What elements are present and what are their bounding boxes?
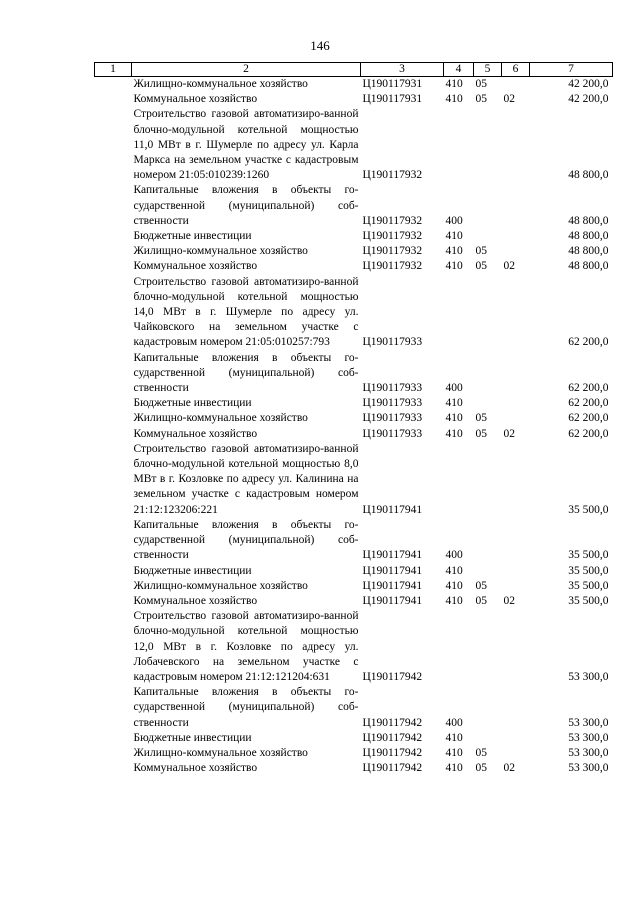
row-name: Коммунальное хозяйство <box>133 93 258 106</box>
empty-cell <box>95 731 132 746</box>
row-amount: 35 500,0 <box>568 579 609 592</box>
row-expense-type <box>444 275 474 351</box>
row-expense-type: 410 <box>445 746 463 759</box>
row-expense-type: 410 <box>445 412 463 425</box>
row-section <box>474 609 502 685</box>
table-row <box>95 229 613 244</box>
row-subsection <box>502 746 530 761</box>
row-subsection <box>502 275 530 351</box>
row-subsection <box>502 244 530 259</box>
row-expense-type <box>444 107 474 183</box>
row-section: 05 <box>475 93 487 106</box>
row-name: Капитальные вложения в объекты го-сударственной (муниципальной) соб-ственности <box>133 518 359 562</box>
row-name: Жилищно-коммунальное хозяйство <box>133 579 308 592</box>
row-subsection <box>502 396 530 411</box>
row-amount: 48 800,0 <box>568 245 609 258</box>
empty-cell <box>95 427 132 442</box>
row-expense-type: 410 <box>445 564 463 577</box>
table-row <box>95 107 613 183</box>
row-subsection: 02 <box>503 762 515 775</box>
row-expense-type: 410 <box>445 245 463 258</box>
table-row <box>95 609 613 685</box>
empty-cell <box>95 275 132 351</box>
row-amount: 53 300,0 <box>568 762 609 775</box>
table-row <box>95 411 613 426</box>
row-subsection <box>502 411 530 426</box>
row-section: 05 <box>475 412 487 425</box>
row-name: Бюджетные инвестиции <box>133 230 252 243</box>
table-row <box>95 183 613 229</box>
empty-cell <box>95 183 132 229</box>
row-amount: 35 500,0 <box>568 503 609 516</box>
row-subsection <box>502 107 530 183</box>
table-row <box>95 746 613 761</box>
empty-cell <box>95 259 132 274</box>
row-name: Строительство газовой автоматизиро-ванной блочно-модульной котельной мощностью 8,0 МВт в г. Козловке по адресу ул. Калинина на земельном участке с кадастровым номером 21:12:123206:221 <box>133 442 359 516</box>
row-code: Ц190117931 <box>362 93 423 106</box>
empty-cell <box>95 77 132 93</box>
table-row <box>95 685 613 731</box>
row-subsection: 02 <box>503 93 515 106</box>
row-code: Ц190117942 <box>362 762 423 775</box>
row-expense-type: 410 <box>445 762 463 775</box>
row-expense-type: 410 <box>445 260 463 273</box>
row-expense-type: 410 <box>445 594 463 607</box>
row-subsection <box>502 77 530 93</box>
row-section <box>474 685 502 731</box>
row-amount: 53 300,0 <box>568 746 609 759</box>
row-name: Коммунальное хозяйство <box>133 427 258 440</box>
row-amount: 62 200,0 <box>568 427 609 440</box>
row-expense-type <box>444 442 474 518</box>
row-subsection <box>502 442 530 518</box>
row-code: Ц190117933 <box>362 382 423 395</box>
header-cell: 1 <box>95 63 132 77</box>
row-code: Ц190117931 <box>362 78 423 90</box>
row-expense-type: 400 <box>445 549 463 562</box>
row-code: Ц190117932 <box>362 214 423 227</box>
row-amount: 53 300,0 <box>568 670 609 683</box>
row-name: Жилищно-коммунальное хозяйство <box>133 78 308 90</box>
empty-cell <box>95 229 132 244</box>
row-expense-type: 410 <box>445 427 463 440</box>
table-row <box>95 92 613 107</box>
empty-cell <box>95 579 132 594</box>
row-code: Ц190117941 <box>362 579 423 592</box>
row-subsection <box>502 518 530 564</box>
row-expense-type: 400 <box>445 382 463 395</box>
row-code: Ц190117932 <box>362 230 423 243</box>
row-name: Строительство газовой автоматизиро-ванной блочно-модульной котельной мощностью 12,0 МВт в г. Козловке по адресу ул. Лобачевского на земельном участке с кадастровым номером 21:12:121204:631 <box>133 610 359 683</box>
row-code: Ц190117942 <box>362 716 423 729</box>
page-number: 146 <box>310 38 330 53</box>
empty-cell <box>95 564 132 579</box>
table-row <box>95 427 613 442</box>
row-name: Жилищно-коммунальное хозяйство <box>133 245 308 258</box>
row-name: Капитальные вложения в объекты го-сударственной (муниципальной) соб-ственности <box>133 351 359 395</box>
row-code: Ц190117941 <box>362 564 423 577</box>
row-amount: 53 300,0 <box>568 716 609 729</box>
empty-cell <box>95 685 132 731</box>
row-amount: 62 200,0 <box>568 336 609 349</box>
row-code: Ц190117942 <box>362 670 423 683</box>
row-amount: 53 300,0 <box>568 731 609 744</box>
empty-cell <box>95 594 132 609</box>
row-section <box>474 275 502 351</box>
row-amount: 62 200,0 <box>568 412 609 425</box>
header-cell: 4 <box>444 63 474 77</box>
row-code: Ц190117942 <box>362 731 423 744</box>
row-subsection: 02 <box>503 260 515 273</box>
row-code: Ц190117933 <box>362 336 423 349</box>
row-name: Капитальные вложения в объекты го-сударственной (муниципальной) соб-ственности <box>133 686 359 729</box>
row-name: Строительство газовой автоматизиро-ванной блочно-модульной котельной мощностью 11,0 МВт в г. Шумерле по адресу ул. Карла Маркса на земельном участке с кадастровым номером 21:05:010239:1260 <box>133 108 359 182</box>
row-section: 05 <box>475 260 487 273</box>
row-amount: 35 500,0 <box>568 564 609 577</box>
row-name: Коммунальное хозяйство <box>133 762 258 775</box>
row-name: Капитальные вложения в объекты го-сударственной (муниципальной) соб-ственности <box>133 184 359 227</box>
row-expense-type: 410 <box>445 78 463 90</box>
row-amount: 42 200,0 <box>568 93 609 106</box>
table-row <box>95 351 613 397</box>
row-code: Ц190117933 <box>362 397 423 410</box>
row-expense-type: 410 <box>445 397 463 410</box>
row-subsection <box>502 229 530 244</box>
table-row <box>95 579 613 594</box>
row-expense-type: 410 <box>445 93 463 106</box>
empty-cell <box>95 396 132 411</box>
empty-cell <box>95 411 132 426</box>
row-section <box>474 107 502 183</box>
row-amount: 62 200,0 <box>568 382 609 395</box>
row-name: Жилищно-коммунальное хозяйство <box>133 412 308 425</box>
row-section: 05 <box>475 594 487 607</box>
row-name: Бюджетные инвестиции <box>133 397 252 410</box>
row-name: Бюджетные инвестиции <box>133 731 252 744</box>
table-row <box>95 244 613 259</box>
table-row <box>95 396 613 411</box>
row-section: 05 <box>475 78 487 90</box>
row-subsection <box>502 685 530 731</box>
row-subsection <box>502 564 530 579</box>
header-cell: 3 <box>361 63 444 77</box>
row-amount: 48 800,0 <box>568 230 609 243</box>
row-section <box>474 731 502 746</box>
header-cell: 7 <box>530 63 613 77</box>
table-row <box>95 77 613 93</box>
row-section: 05 <box>475 746 487 759</box>
empty-cell <box>95 746 132 761</box>
table-header <box>95 63 613 77</box>
row-section <box>474 351 502 397</box>
row-name: Жилищно-коммунальное хозяйство <box>133 746 308 759</box>
row-expense-type: 410 <box>445 731 463 744</box>
table-row <box>95 259 613 274</box>
table-row <box>95 594 613 609</box>
table-body <box>95 77 613 777</box>
header-cell: 2 <box>132 63 361 77</box>
row-expense-type: 410 <box>445 230 463 243</box>
row-section <box>474 442 502 518</box>
budget-table <box>94 62 613 776</box>
row-amount: 48 800,0 <box>568 214 609 227</box>
row-code: Ц190117932 <box>362 169 423 182</box>
row-subsection: 02 <box>503 594 515 607</box>
row-subsection <box>502 731 530 746</box>
row-name: Строительство газовой автоматизиро-ванной блочно-модульной котельной мощностью 14,0 МВт в г. Шумерле по адресу ул. Чайковского на земельном участке с кадастровым номером 21:05:010257:793 <box>133 275 359 349</box>
empty-cell <box>95 244 132 259</box>
row-code: Ц190117942 <box>362 746 423 759</box>
row-subsection <box>502 579 530 594</box>
empty-cell <box>95 609 132 685</box>
empty-cell <box>95 442 132 518</box>
row-section: 05 <box>475 579 487 592</box>
row-section: 05 <box>475 427 487 440</box>
row-amount: 48 800,0 <box>568 169 609 182</box>
row-expense-type: 400 <box>445 716 463 729</box>
row-section: 05 <box>475 245 487 258</box>
row-code: Ц190117933 <box>362 427 423 440</box>
row-section <box>474 564 502 579</box>
header-cell: 6 <box>502 63 530 77</box>
row-code: Ц190117932 <box>362 245 423 258</box>
empty-cell <box>95 518 132 564</box>
row-code: Ц190117941 <box>362 503 423 516</box>
empty-cell <box>95 351 132 397</box>
row-section <box>474 396 502 411</box>
empty-cell <box>95 761 132 776</box>
row-amount: 48 800,0 <box>568 260 609 273</box>
row-amount: 35 500,0 <box>568 549 609 562</box>
row-name: Бюджетные инвестиции <box>133 564 252 577</box>
empty-cell <box>95 107 132 183</box>
row-section <box>474 183 502 229</box>
table-row <box>95 518 613 564</box>
row-subsection <box>502 609 530 685</box>
row-code: Ц190117941 <box>362 594 423 607</box>
row-code: Ц190117941 <box>362 549 423 562</box>
row-code: Ц190117932 <box>362 260 423 273</box>
row-section <box>474 229 502 244</box>
row-name: Коммунальное хозяйство <box>133 594 258 607</box>
row-expense-type: 400 <box>445 214 463 227</box>
row-section: 05 <box>475 762 487 775</box>
row-subsection <box>502 183 530 229</box>
row-code: Ц190117933 <box>362 412 423 425</box>
row-name: Коммунальное хозяйство <box>133 260 258 273</box>
empty-cell <box>95 92 132 107</box>
row-subsection: 02 <box>503 427 515 440</box>
header-cell: 5 <box>474 63 502 77</box>
table-row <box>95 761 613 776</box>
row-amount: 35 500,0 <box>568 594 609 607</box>
row-amount: 42 200,0 <box>568 78 609 90</box>
table-row <box>95 564 613 579</box>
row-amount: 62 200,0 <box>568 397 609 410</box>
table-row <box>95 731 613 746</box>
row-subsection <box>502 351 530 397</box>
table-row <box>95 275 613 351</box>
table-row <box>95 442 613 518</box>
row-expense-type <box>444 609 474 685</box>
row-section <box>474 518 502 564</box>
row-expense-type: 410 <box>445 579 463 592</box>
